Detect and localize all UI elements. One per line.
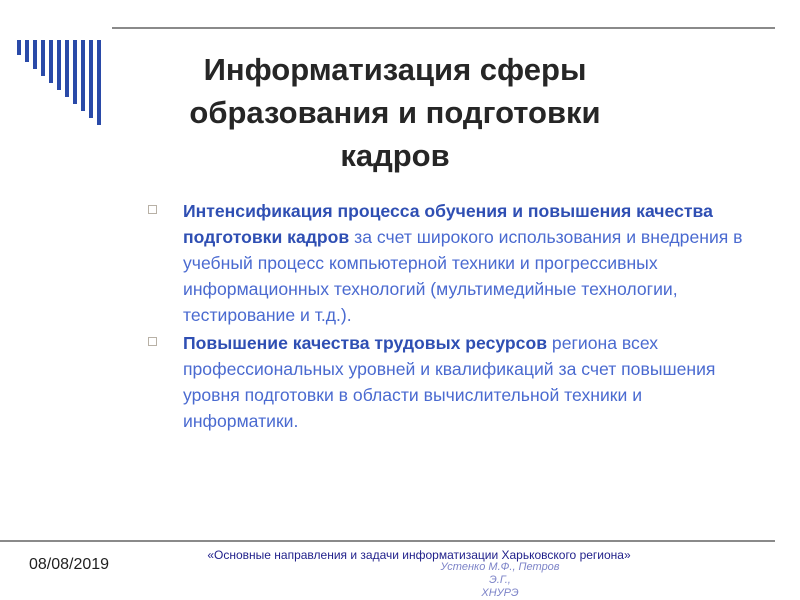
bottom-divider xyxy=(0,540,775,542)
footer-author-line: Э.Г., xyxy=(489,574,511,586)
footer-author-line: Устенко М.Ф., Петров xyxy=(440,561,560,573)
square-bullet-icon xyxy=(148,205,157,214)
bullet-heading: Повышение качества трудовых ресурсов xyxy=(183,333,548,353)
bullet-text xyxy=(183,198,753,328)
bullet-heading: Интенсификация процесса обучения и повышения качества подготовки кадров xyxy=(183,201,713,247)
footer-authors xyxy=(420,561,580,600)
top-divider xyxy=(112,27,775,29)
bullet-item xyxy=(148,330,753,434)
square-bullet-icon xyxy=(148,337,157,346)
bullet-body: за счет широкого использования и внедрения в учебный процесс компьютерной техники и прогрессивных информационных технологий (мультимедийные технологии, тестирование и т.д.). xyxy=(183,227,743,325)
bullet-text xyxy=(183,330,753,434)
footer-topic: «Основные направления и задачи информатизации Харьковского региона» xyxy=(207,548,631,562)
slide-title: Информатизация сферы образования и подготовки кадров xyxy=(189,52,601,173)
decorative-bars xyxy=(17,40,112,130)
bullet-body: региона всех профессиональных уровней и квалификаций за счет повышения уровня подготовки в области вычислительной техники и информатики. xyxy=(183,333,716,431)
bullet-list xyxy=(148,198,753,436)
bullet-item xyxy=(148,198,753,328)
footer-date: 08/08/2019 xyxy=(29,556,110,573)
footer-author-line: ХНУРЭ xyxy=(481,587,519,599)
